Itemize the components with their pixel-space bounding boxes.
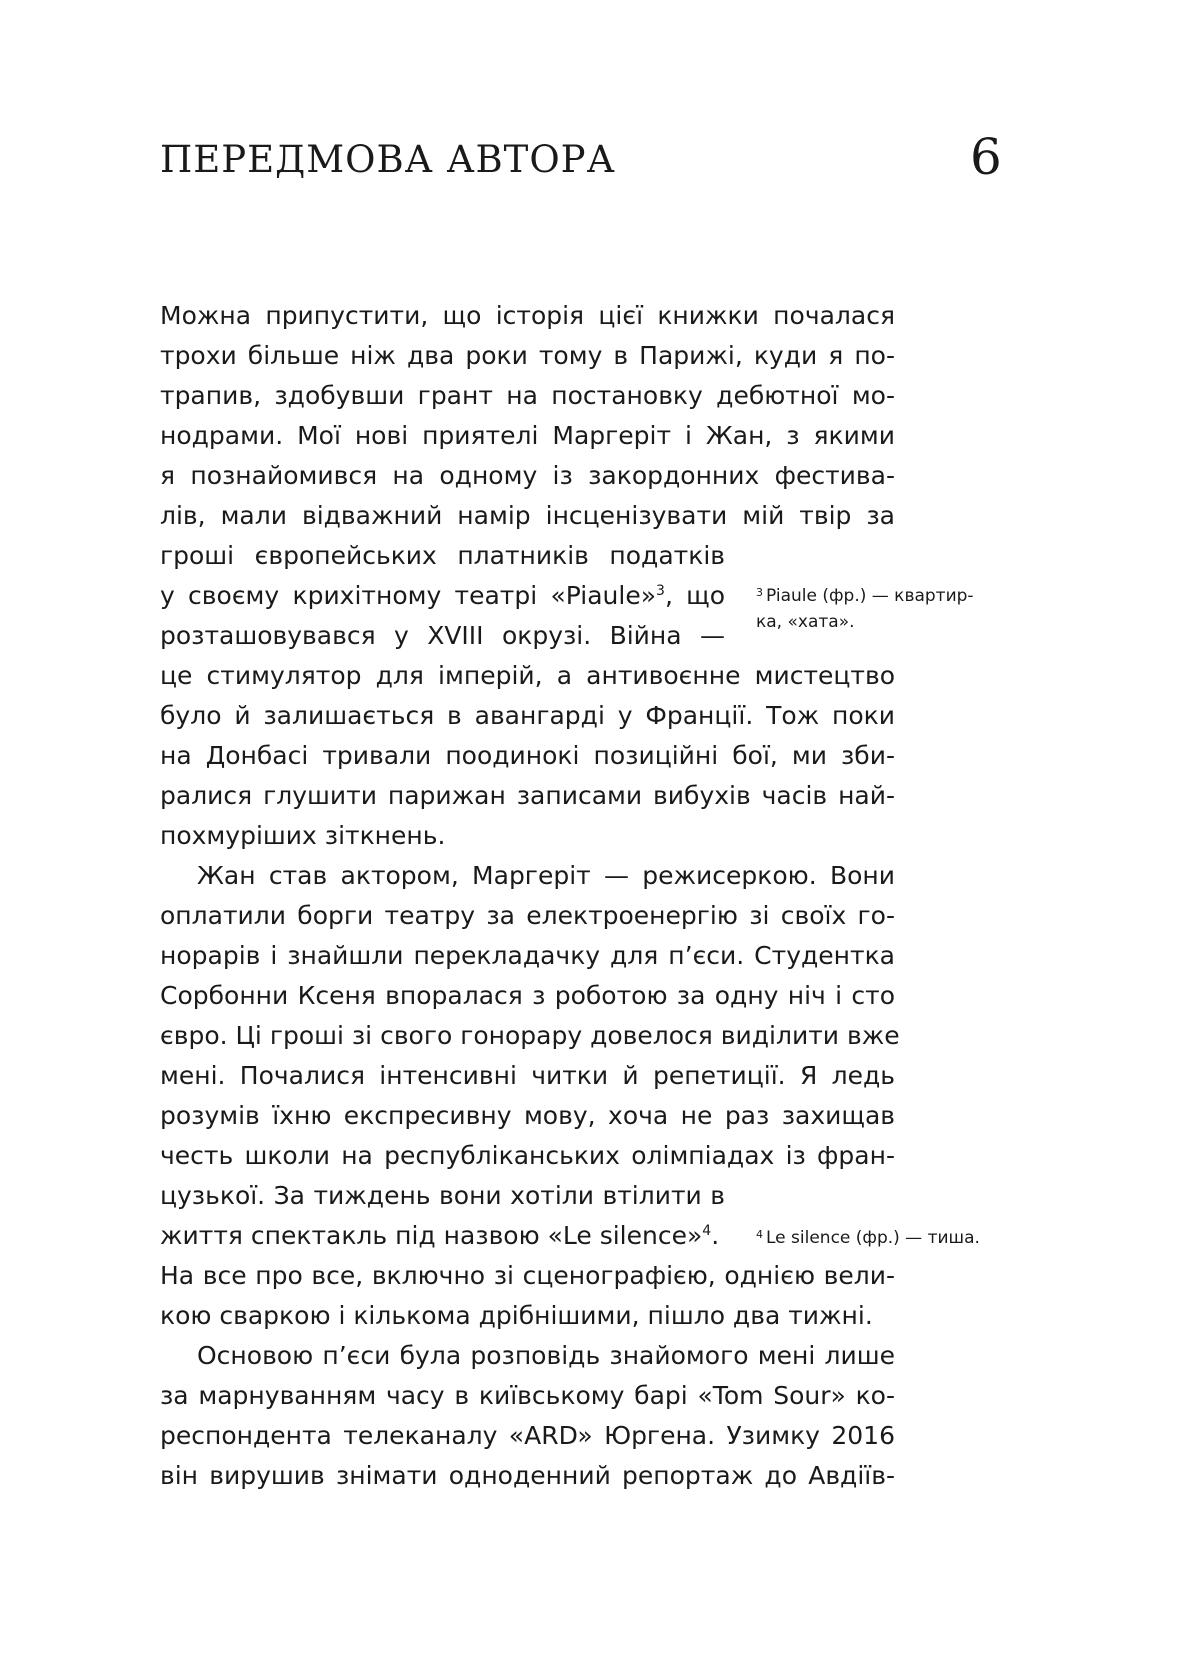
body-text-fragment: у своєму крихітному театрі «Piaule» xyxy=(160,581,657,610)
body-line xyxy=(160,576,725,616)
footnote-text: Le silence (фр.) — тиша. xyxy=(766,1228,980,1248)
body-line: Основою п’єси була розповідь знайомого мені лише xyxy=(197,1341,895,1370)
footnote-4 xyxy=(756,1222,981,1251)
body-text-fragment: . xyxy=(711,1221,720,1250)
body-line: Сорбонни Ксеня впоралася з роботою за одну ніч і сто xyxy=(160,981,895,1010)
footnote-text: ка, «хата». xyxy=(756,612,855,632)
footnote-mark: 4 xyxy=(756,1228,763,1241)
footnote-ref-3: 3 xyxy=(656,583,665,599)
body-line: лів, мали відважний намір інсценізувати мій твір за xyxy=(160,501,895,530)
body-line: оплатили борги театру за електроенергію зі своїх го- xyxy=(160,901,895,930)
body-line: кою сваркою і кількома дрібнішими, пішло два тижні. xyxy=(160,1301,873,1330)
body-line: він вирушив знімати одноденний репортаж до Авдіїв- xyxy=(160,1461,895,1490)
body-line: норарів і знайшли перекладачку для п’єси. Студентка xyxy=(160,941,895,970)
body-line: похмуріших зіткнень. xyxy=(160,821,446,850)
body-line: це стимулятор для імперій, а антивоєнне мистецтво xyxy=(160,661,895,690)
footnote-ref-4: 4 xyxy=(702,1223,712,1239)
body-line: за марнуванням часу в київському барі «Tom Sour» ко- xyxy=(160,1381,895,1410)
body-line: розташовувався у XVIII окрузі. Війна — xyxy=(160,621,725,650)
page-number: 6 xyxy=(970,128,1002,186)
body-line: було й залишається в авангарді у Франції. Тож поки xyxy=(160,701,895,730)
chapter-title: ПЕРЕДМОВА АВТОРА xyxy=(160,138,616,181)
footnote-3 xyxy=(756,580,981,635)
body-text-fragment: , що xyxy=(664,581,725,610)
body-line: я познайомився на одному із закордонних фестива- xyxy=(160,461,895,490)
body-line: честь школи на республіканських олімпіадах із фран- xyxy=(160,1141,895,1170)
body-line: цузької. За тиждень вони хотіли втілити в xyxy=(160,1181,725,1210)
body-line: ралися глушити парижан записами вибухів часів най- xyxy=(160,781,895,810)
body-line: мені. Почалися інтенсивні читки й репетиції. Я ледь xyxy=(160,1061,895,1090)
body-line: респондента телеканалу «ARD» Юргена. Узимку 2016 xyxy=(160,1421,895,1450)
body-line: гроші європейських платників податків xyxy=(160,541,725,570)
body-line: трохи більше ніж два роки тому в Парижі, куди я по- xyxy=(160,341,895,370)
body-line xyxy=(160,1216,725,1256)
body-line: На все про все, включно зі сценографією, однією вели- xyxy=(160,1261,895,1290)
footnote-text: Piaule (фр.) — квартир- xyxy=(766,586,974,606)
body-line: Жан став актором, Маргеріт — режисеркою. Вони xyxy=(197,861,895,890)
body-line: нодрами. Мої нові приятелі Маргеріт і Жан, з якими xyxy=(160,421,895,450)
body-line: Можна припустити, що історія цієї книжки почалася xyxy=(160,301,895,330)
body-line: трапив, здобувши грант на постановку дебютної мо- xyxy=(160,381,895,410)
body-line: євро. Ці гроші зі свого гонорару довелося виділити вже xyxy=(160,1021,900,1050)
footnote-mark: 3 xyxy=(756,586,763,599)
body-text-fragment: життя спектакль під назвою «Le silence» xyxy=(160,1221,703,1250)
body-line: на Донбасі тривали поодинокі позиційні бої, ми зби- xyxy=(160,741,895,770)
body-line: розумів їхню експресивну мову, хоча не раз захищав xyxy=(160,1101,895,1130)
